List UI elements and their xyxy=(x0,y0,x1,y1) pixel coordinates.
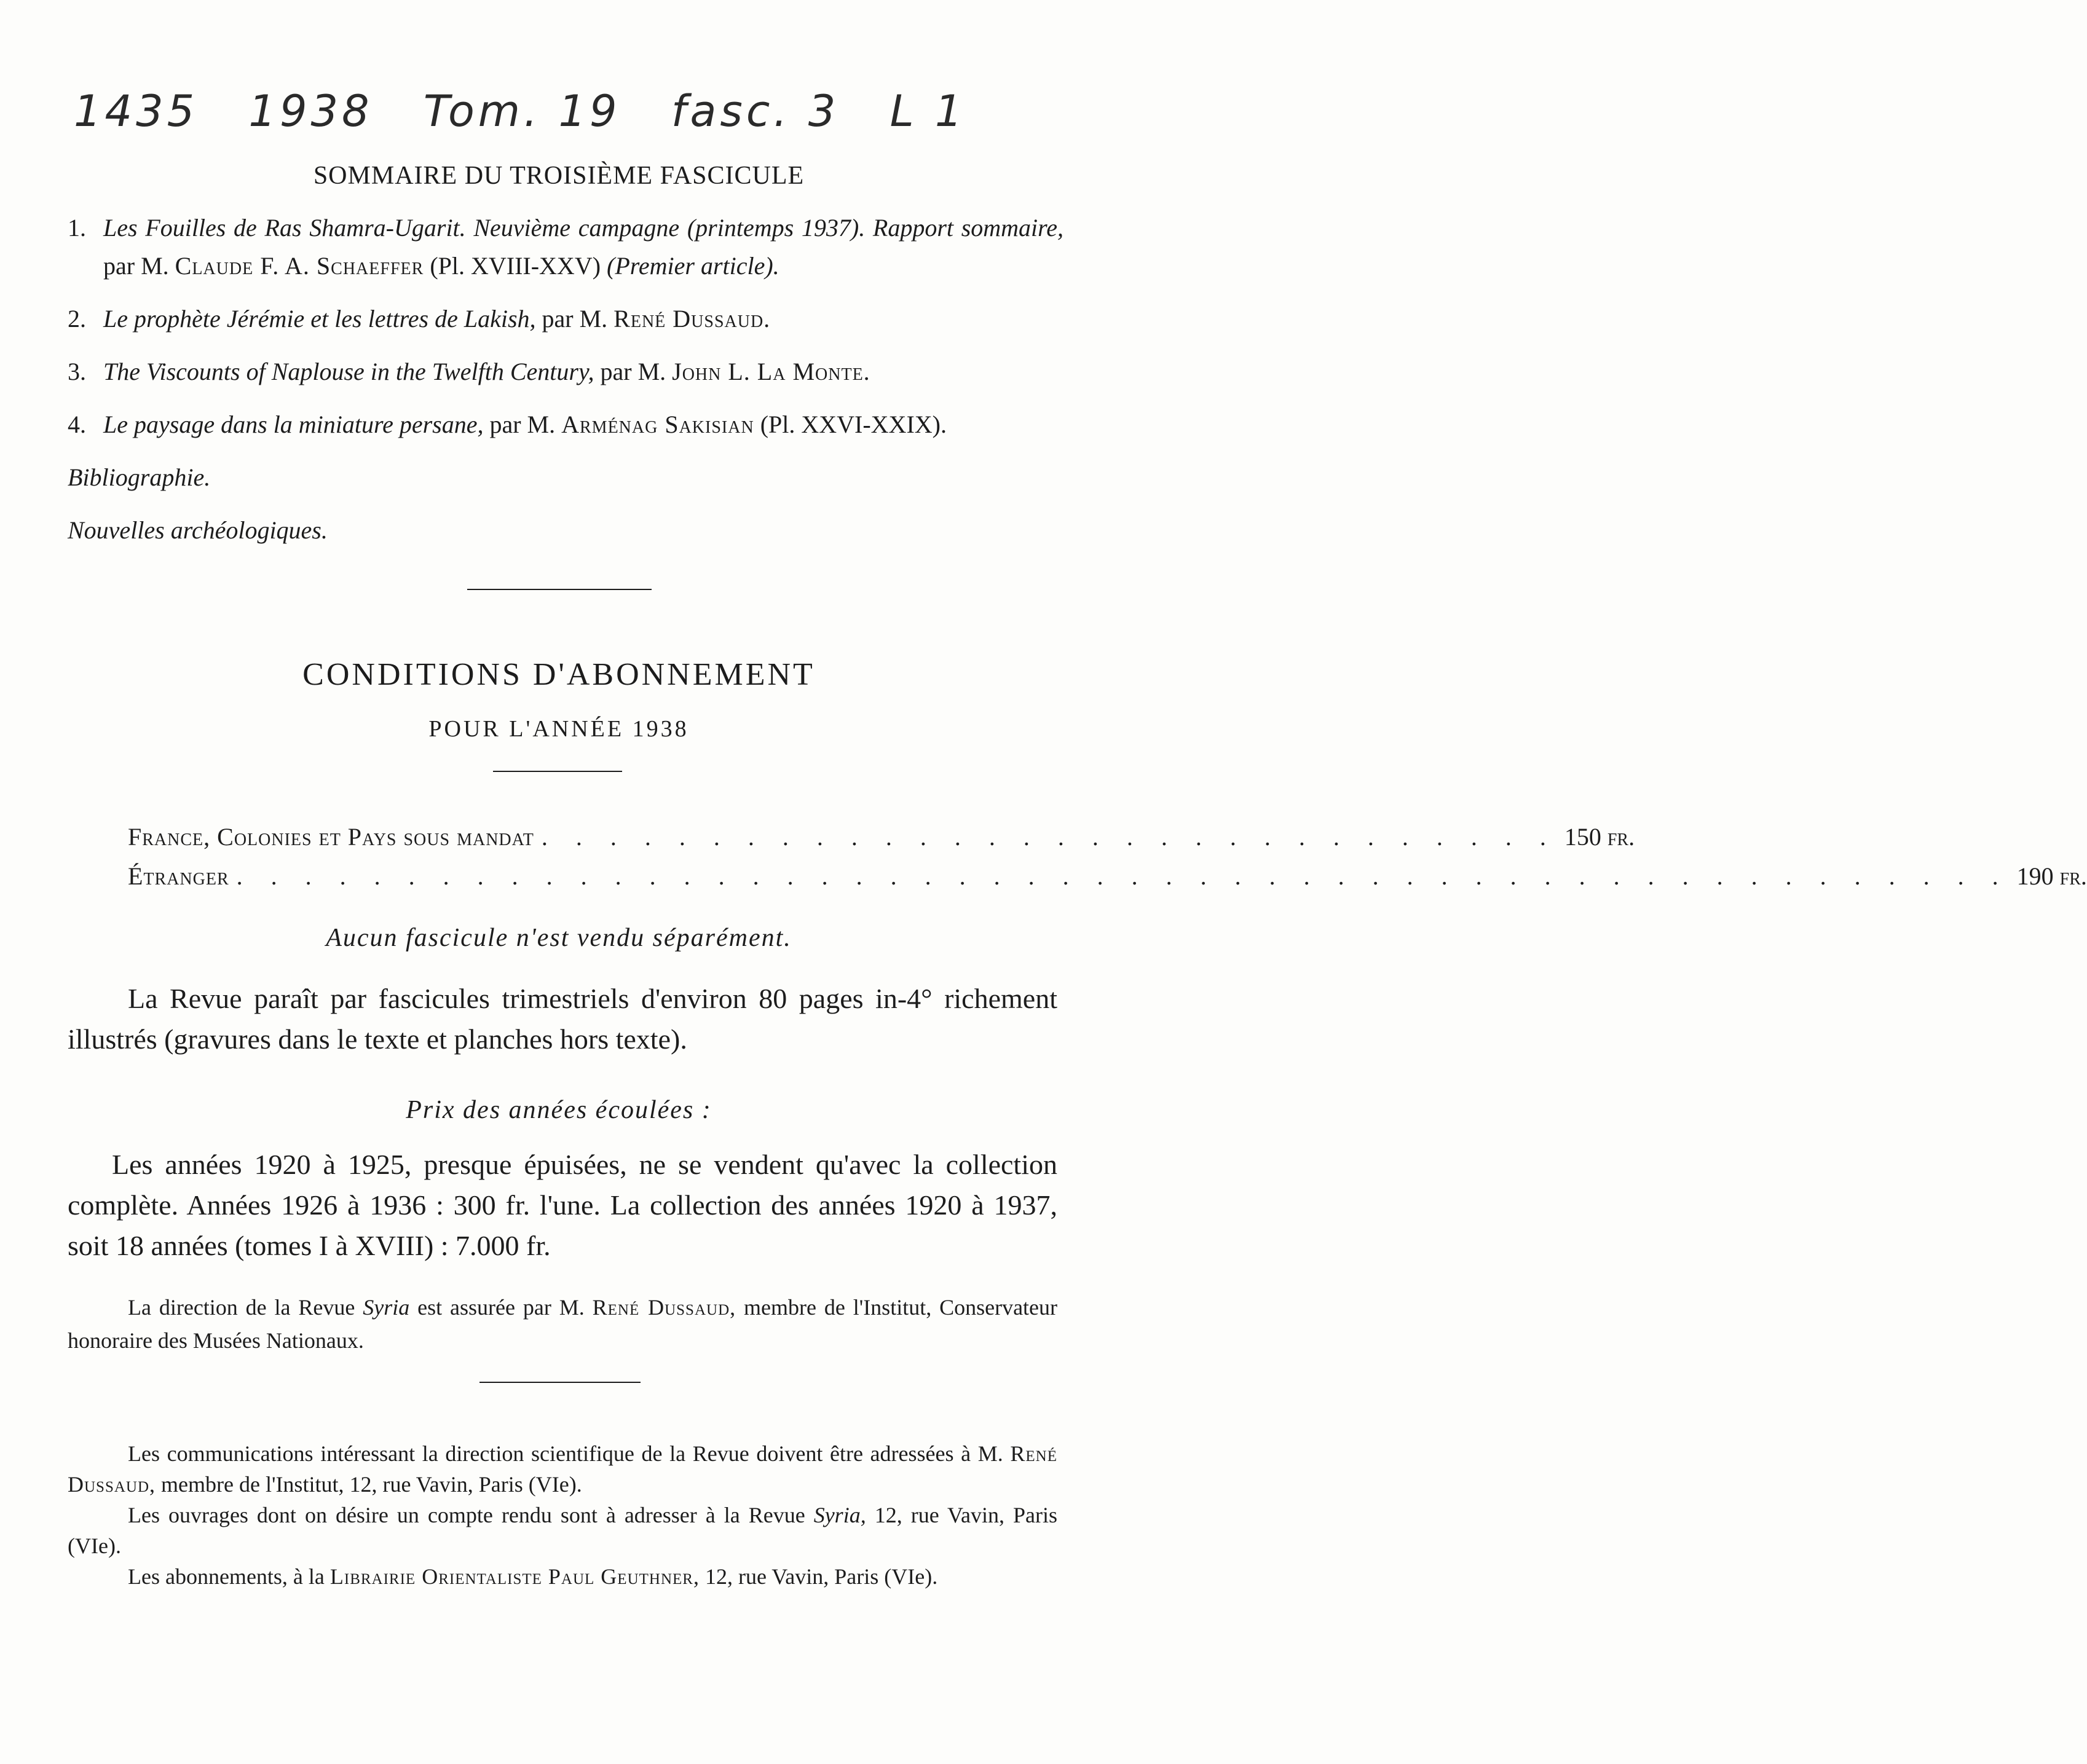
communications-text: membre de l'Institut, 12, rue Vavin, Paris (VIe). xyxy=(161,1472,582,1497)
toc-item-title: Le paysage dans la miniature persane, xyxy=(103,411,484,438)
prix-ecoulees-heading: Prix des années écoulées : xyxy=(406,1096,712,1124)
toc-item-title: Le prophète Jérémie et les lettres de Lakish, xyxy=(103,305,536,333)
toc-item-number: 3. xyxy=(68,358,86,385)
syria-title: Syria xyxy=(363,1295,410,1320)
toc-item-number: 1. xyxy=(68,214,86,242)
price-leader-dots: . . . . . . . . . . . . . . . . . . . . . . . . . . . . . . xyxy=(541,823,1557,851)
separator-rule xyxy=(493,771,622,772)
toc-item xyxy=(68,209,1063,285)
separator-rule xyxy=(467,589,652,590)
toc-item-plates: (Pl. XVIII-XXV) xyxy=(430,252,601,280)
price-leader-dots: . . . . . . . . . . . . . . . . . . . . . . . . . . . . . . . . . . . . . . . . . . . . . . . . . . . . xyxy=(236,862,2010,890)
toc-item xyxy=(68,300,1063,338)
ouvrages-text: 12, rue Vavin, Paris (VIe). xyxy=(68,1503,1058,1558)
toc-item-number: 2. xyxy=(68,305,86,333)
price-label: Étranger xyxy=(128,862,229,890)
director-name: René Dussaud, xyxy=(68,1441,1057,1497)
toc-item-author: René Dussaud. xyxy=(613,305,771,333)
price-value: 150 fr. xyxy=(1564,823,1635,851)
price-row xyxy=(128,817,1635,857)
conditions-title: CONDITIONS D'ABONNEMENT xyxy=(302,657,815,692)
abonnements-paragraph xyxy=(68,1561,1057,1592)
ouvrages-text: Les ouvrages dont on désire un compte rendu sont à adresser à la Revue xyxy=(128,1503,805,1527)
toc-item-plates: (Pl. XXVI-XXIX). xyxy=(760,411,947,438)
toc-nouvelles: Nouvelles archéologiques. xyxy=(68,516,328,544)
handwritten-annotation xyxy=(74,86,1057,136)
publisher-name: Librairie Orientaliste Paul Geuthner, xyxy=(329,1564,700,1589)
toc-item-par: par M. xyxy=(542,305,608,333)
toc-bibliographie: Bibliographie. xyxy=(68,463,211,491)
toc-item-par: par M. xyxy=(103,252,169,280)
toc-item-number: 4. xyxy=(68,411,86,438)
price-label: France, Colonies et Pays sous mandat xyxy=(128,823,534,851)
abonnements-text: Les abonnements, à la xyxy=(128,1564,325,1589)
conditions-year: POUR L'ANNÉE 1938 xyxy=(428,716,689,742)
table-of-contents xyxy=(68,209,1063,564)
toc-item-note: (Premier article). xyxy=(607,252,779,280)
handwritten-fascicule: fasc. 3 xyxy=(671,86,840,136)
toc-item xyxy=(68,353,1063,391)
separator-rule xyxy=(479,1382,641,1383)
toc-item-par: par M. xyxy=(600,358,666,385)
annees-paragraph: Les années 1920 à 1925, presque épuisées, ne se vendent qu'avec la collection complète. Années 1926 à 1936 : 300 fr. l'une. La collection des années 1920 à 1937, soit 18 années (tomes I à XVIII) : 7.000 fr. xyxy=(68,1149,1057,1261)
director-name: René Dussaud, xyxy=(592,1295,736,1320)
toc-item-title: Les Fouilles de Ras Shamra-Ugarit. Neuvième campagne (printemps 1937). Rapport sommaire, xyxy=(103,214,1063,242)
sommaire-title: SOMMAIRE DU TROISIÈME FASCICULE xyxy=(313,162,805,190)
ouvrages-paragraph xyxy=(68,1500,1057,1561)
handwritten-number: 1435 xyxy=(74,86,199,136)
toc-item-author: Arménag Sakisian xyxy=(561,411,754,438)
toc-item-author: Claude F. A. Schaeffer xyxy=(175,252,424,280)
communications-text: Les communications intéressant la direction scientifique de la Revue doivent être adressées à M. xyxy=(128,1441,1003,1466)
revue-paragraph: La Revue paraît par fascicules trimestriels d'environ 80 pages in-4° richement illustrés (gravures dans le texte et planches hors texte). xyxy=(68,983,1057,1055)
syria-title: Syria, xyxy=(813,1503,866,1527)
abonnements-text: 12, rue Vavin, Paris (VIe). xyxy=(704,1564,938,1589)
direction-text: est assurée par M. xyxy=(417,1295,585,1320)
toc-item-body xyxy=(103,209,1063,285)
handwritten-shelf: L 1 xyxy=(890,86,966,136)
toc-item xyxy=(68,406,1063,444)
non-vendu-note: Aucun fascicule n'est vendu séparément. xyxy=(326,924,792,952)
toc-item-author: John L. La Monte. xyxy=(672,358,870,385)
communications-paragraph xyxy=(68,1438,1057,1500)
direction-paragraph xyxy=(68,1291,1057,1357)
toc-item-body xyxy=(103,300,1063,338)
price-row xyxy=(128,857,2087,896)
toc-item-body xyxy=(103,406,1063,444)
direction-text: membre de l'Institut, Conservateur honoraire des Musées Nationaux. xyxy=(68,1295,1058,1353)
toc-item-body xyxy=(103,353,1063,391)
direction-text: La direction de la Revue xyxy=(128,1295,355,1320)
price-list xyxy=(128,817,2087,896)
toc-item-par: par M. xyxy=(489,411,556,438)
handwritten-tome: Tom. 19 xyxy=(423,86,621,136)
price-value: 190 fr. xyxy=(2016,862,2087,890)
toc-item-title: The Viscounts of Naplouse in the Twelfth Century, xyxy=(103,358,594,385)
handwritten-year: 1938 xyxy=(248,86,373,136)
